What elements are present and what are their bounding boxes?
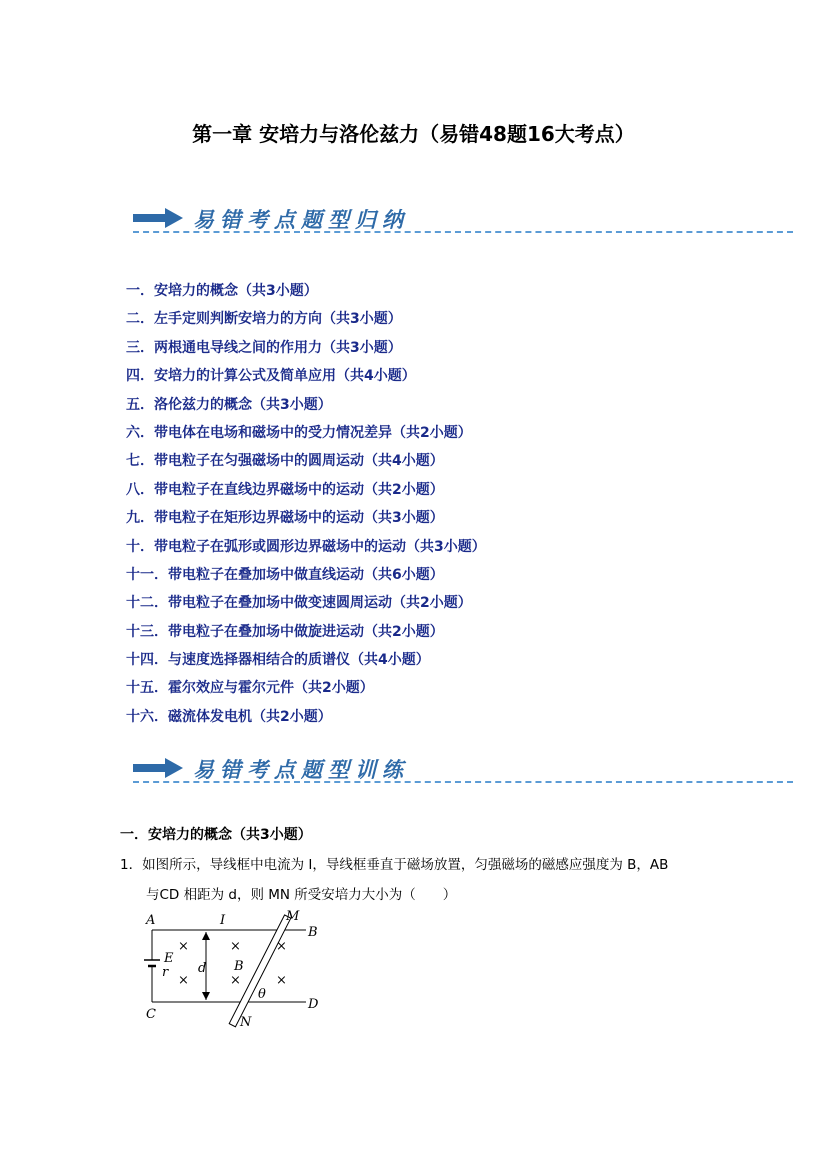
toc-item[interactable]: 十一．带电粒子在叠加场中做直线运动（共6小题） <box>126 566 444 583</box>
field-cross: × <box>178 973 189 988</box>
label-A: A <box>146 913 156 928</box>
label-C: C <box>146 1007 156 1022</box>
divider <box>133 231 793 233</box>
toc-item[interactable]: 八．带电粒子在直线边界磁场中的运动（共2小题） <box>126 481 444 498</box>
banner-title: 易错考点题型归纳 <box>193 208 409 232</box>
field-cross: × <box>276 939 287 954</box>
toc-item[interactable]: 十．带电粒子在弧形或圆形边界磁场中的运动（共3小题） <box>126 538 486 555</box>
toc-item[interactable]: 一．安培力的概念（共3小题） <box>126 283 318 299</box>
label-M: M <box>286 909 300 924</box>
toc-item[interactable]: 十六．磁流体发电机（共2小题） <box>126 708 332 725</box>
toc-item[interactable]: 七．带电粒子在匀强磁场中的圆周运动（共4小题） <box>126 453 444 470</box>
field-cross: × <box>230 939 241 954</box>
arrow-right-icon <box>133 758 183 778</box>
field-cross: × <box>178 939 189 954</box>
divider <box>133 781 793 783</box>
arrow-right-icon <box>133 208 183 228</box>
toc-item[interactable]: 三．两根通电导线之间的作用力（共3小题） <box>126 339 402 356</box>
question-text-line1: 1．如图所示，导线框中电流为 I，导线框垂直于磁场放置，匀强磁场的磁感应强度为 B，AB <box>120 857 669 873</box>
toc-item[interactable]: 十三．带电粒子在叠加场中做旋进运动（共2小题） <box>126 623 444 640</box>
section-heading: 一．安培力的概念（共3小题） <box>120 827 312 843</box>
label-N: N <box>240 1015 252 1030</box>
toc-list <box>126 280 486 734</box>
toc-item[interactable]: 六．带电体在电场和磁场中的受力情况差异（共2小题） <box>126 424 472 441</box>
field-cross: × <box>276 973 287 988</box>
toc-item[interactable]: 九．带电粒子在矩形边界磁场中的运动（共3小题） <box>126 510 444 527</box>
toc-item[interactable]: 五．洛伦兹力的概念（共3小题） <box>126 396 332 413</box>
toc-item[interactable]: 四．安培力的计算公式及简单应用（共4小题） <box>126 368 416 385</box>
label-D: D <box>308 997 319 1012</box>
page-title: 第一章 安培力与洛伦兹力（易错48题16大考点） <box>192 122 635 146</box>
label-E: E <box>164 951 174 966</box>
label-field-B: B <box>234 959 244 974</box>
banner-title: 易错考点题型训练 <box>193 758 409 782</box>
section-banner-summary <box>133 200 793 240</box>
toc-item[interactable]: 十二．带电粒子在叠加场中做变速圆周运动（共2小题） <box>126 595 472 612</box>
question-text-line2: 与CD 相距为 d，则 MN 所受安培力大小为（ ） <box>146 887 457 903</box>
label-r: r <box>162 965 169 980</box>
field-cross: × <box>230 973 241 988</box>
toc-item[interactable]: 十四．与速度选择器相结合的质谱仪（共4小题） <box>126 652 430 669</box>
section-banner-training <box>133 750 793 790</box>
toc-item[interactable]: 十五．霍尔效应与霍尔元件（共2小题） <box>126 680 374 697</box>
label-B: B <box>308 925 318 940</box>
toc-item[interactable]: 二．左手定则判断安培力的方向（共3小题） <box>126 311 402 328</box>
label-I: I <box>220 913 226 928</box>
label-d: d <box>198 961 207 976</box>
circuit-figure <box>140 906 340 1031</box>
label-theta: θ <box>258 987 266 1002</box>
